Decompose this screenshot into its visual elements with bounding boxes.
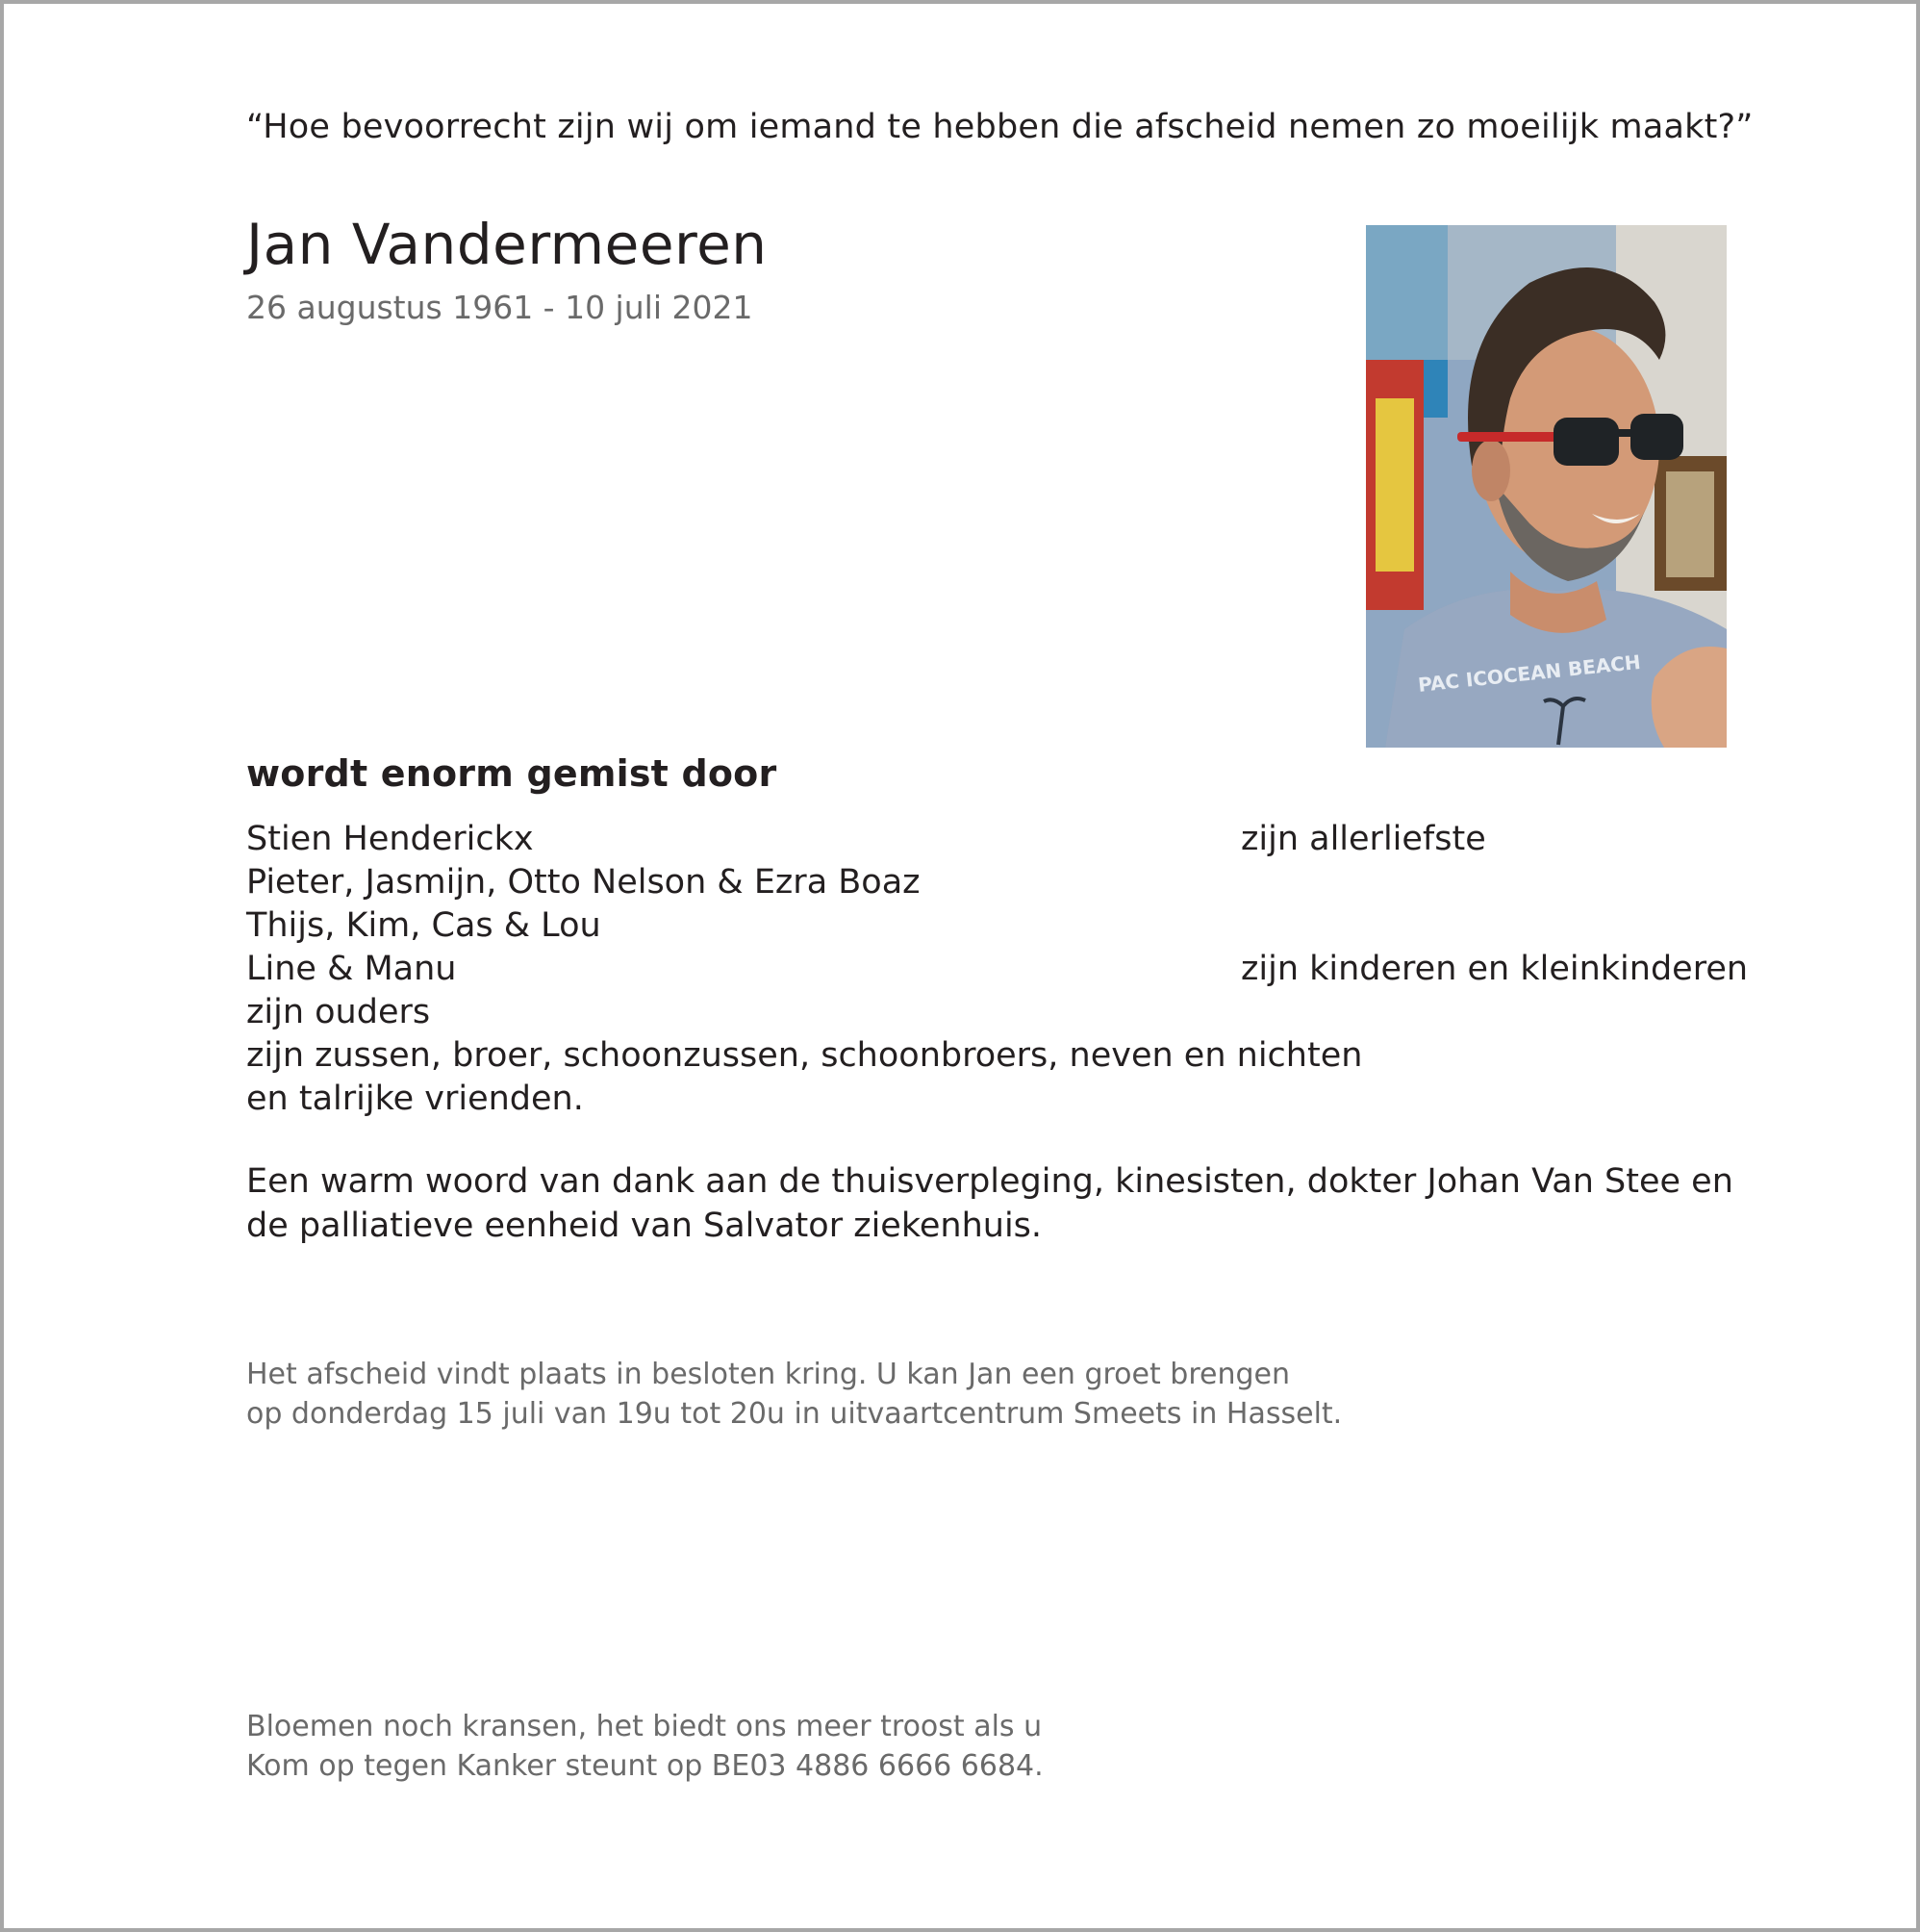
donation-line: Kom op tegen Kanker steunt op BE03 4886 6666 6684. [246,1749,1044,1783]
farewell-line: op donderdag 15 juli van 19u tot 20u in uitvaartcentrum Smeets in Hasselt. [246,1397,1343,1431]
memorial-quote: “Hoe bevoorrecht zijn wij om iemand te hebben die afscheid nemen zo moeilijk maakt?” [246,108,1754,146]
list-item [246,1078,1747,1121]
portrait-photo [1366,225,1727,748]
donation-note [246,1707,1044,1786]
farewell-line: Het afscheid vindt plaats in besloten kring. U kan Jan een groet brengen [246,1358,1290,1391]
list-item [246,904,1747,948]
deceased-name: Jan Vandermeeren [246,212,768,277]
farewell-info [246,1355,1342,1434]
family-member: en talrijke vrienden. [246,1080,584,1118]
life-dates: 26 augustus 1961 - 10 juli 2021 [246,289,753,326]
family-member: Line & Manu [246,950,457,988]
family-relation: zijn kinderen en kleinkinderen [1241,950,1749,988]
family-member: Pieter, Jasmijn, Otto Nelson & Ezra Boaz [246,863,921,902]
list-item [246,948,1747,991]
list-item [246,991,1747,1034]
family-member: zijn zussen, broer, schoonzussen, schoonbroers, neven en nichten [246,1036,1363,1075]
shirt-print-text: PAC ICOCEAN BEACH [1417,649,1642,697]
family-relation: zijn allerliefste [1241,820,1486,858]
thanks-paragraph [246,1159,1747,1248]
list-item [246,861,1747,904]
list-item [246,818,1747,861]
thanks-line: de palliatieve eenheid van Salvator ziekenhuis. [246,1207,1043,1245]
family-list [246,818,1747,1121]
thanks-line: Een warm woord van dank aan de thuisverpleging, kinesisten, dokter Johan Van Stee en [246,1162,1733,1201]
family-member: Stien Henderickx [246,820,534,858]
donation-line: Bloemen noch kransen, het biedt ons meer troost als u [246,1710,1043,1743]
family-member: zijn ouders [246,993,431,1031]
list-item [246,1034,1747,1078]
missed-by-heading: wordt enorm gemist door [246,752,777,795]
family-member: Thijs, Kim, Cas & Lou [246,906,601,945]
